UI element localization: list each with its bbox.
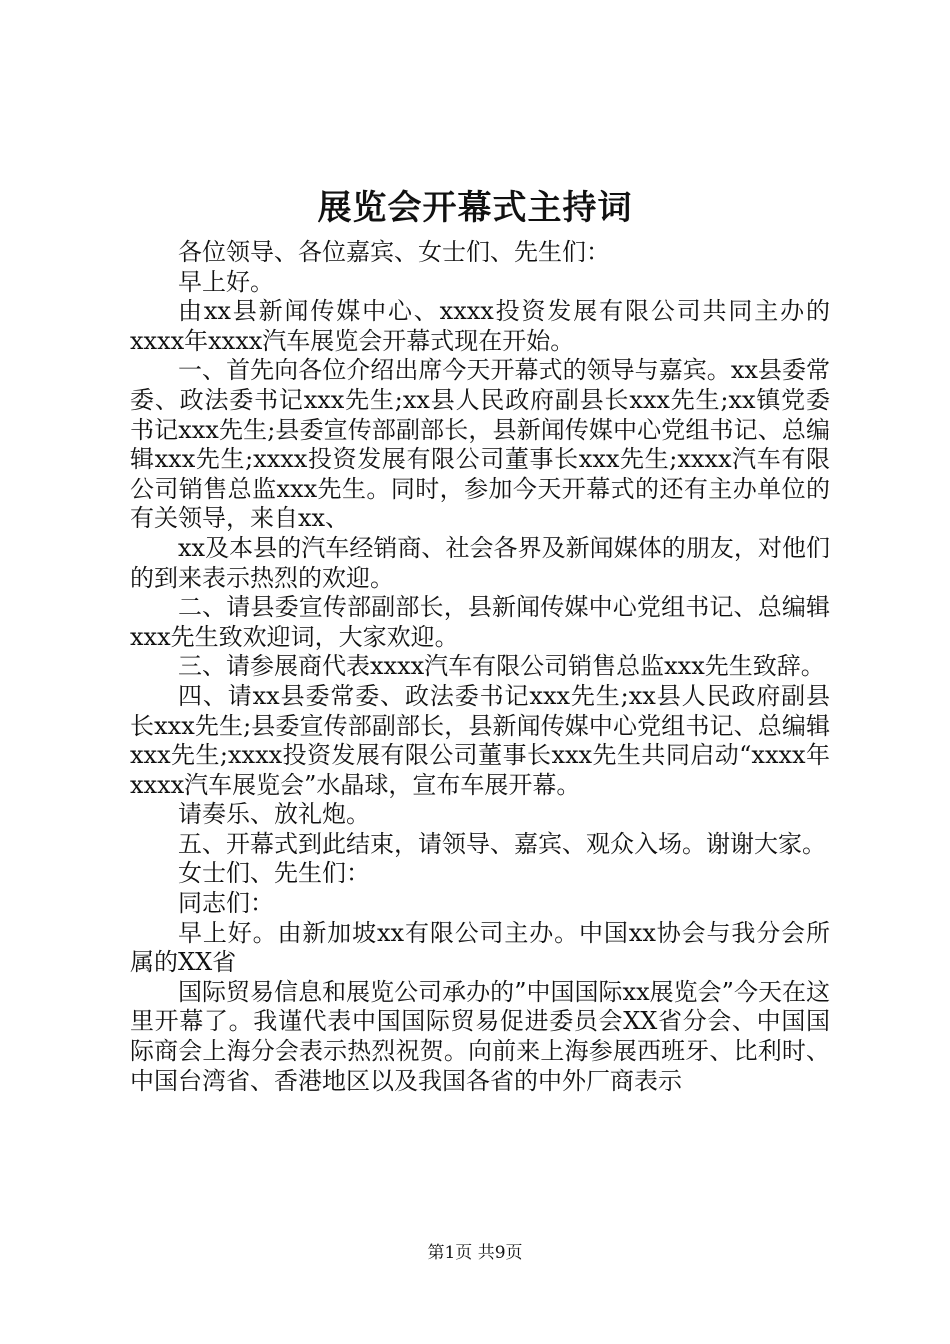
paragraph: 二、请县委宣传部副部长，县新闻传媒中心党组书记、总编辑xxx先生致欢迎词，大家欢迎。 [130, 593, 830, 651]
paragraph: 同志们： [178, 889, 274, 918]
paragraph: 各位领导、各位嘉宾、女士们、先生们： [178, 238, 610, 266]
paragraph: 一、首先向各位介绍出席今天开幕式的领导与嘉宾。xx县委常委、政法委书记xxx先生;xx县人民政府副县长xxx先生;xx镇党委书记xxx先生;县委宣传部副部长，县新闻传媒中心党组书记、总编辑xxx先生;xxxx投资发展有限公司董事长xxx先生;xxxx汽车有限公司销售总监xxx先生。同时，参加今天开幕式的还有主办单位的有关领导，来自xx、 [130, 356, 830, 533]
paragraph: 早上好。由新加坡xx有限公司主办。中国xx协会与我分会所属的XX省 [130, 918, 830, 977]
page-number-footer: 第1页 共9页 [427, 1243, 523, 1263]
document-title: 展览会开幕式主持词 [317, 188, 633, 228]
paragraph: 三、请参展商代表xxxx汽车有限公司销售总监xxx先生致辞。 [178, 652, 825, 681]
paragraph: xx及本县的汽车经销商、社会各界及新闻媒体的朋友，对他们的到来表示热烈的欢迎。 [130, 533, 830, 592]
document-body [130, 238, 830, 1096]
paragraph: 五、开幕式到此结束，请领导、嘉宾、观众入场。谢谢大家。 [178, 829, 826, 858]
paragraph: 早上好。 [178, 267, 274, 296]
paragraph: 四、请xx县委常委、政法委书记xxx先生;xx县人民政府副县长xxx先生;县委宣传部副部长，县新闻传媒中心党组书记、总编辑xxx先生;xxxx投资发展有限公司董事长xxx先生共同启动“xxxx年xxxx汽车展览会”水晶球，宣布车展开幕。 [130, 681, 830, 799]
paragraph: 女士们、先生们： [178, 859, 370, 888]
paragraph: 请奏乐、放礼炮。 [178, 800, 370, 829]
paragraph: 国际贸易信息和展览公司承办的”中国国际xx展览会”今天在这里开幕了。我谨代表中国国际贸易促进委员会XX省分会、中国国际商会上海分会表示热烈祝贺。向前来上海参展西班牙、比利时、中国台湾省、香港地区以及我国各省的中外厂商表示 [130, 977, 830, 1095]
paragraph: 由xx县新闻传媒中心、xxxx投资发展有限公司共同主办的xxxx年xxxx汽车展览会开幕式现在开始。 [130, 297, 830, 355]
